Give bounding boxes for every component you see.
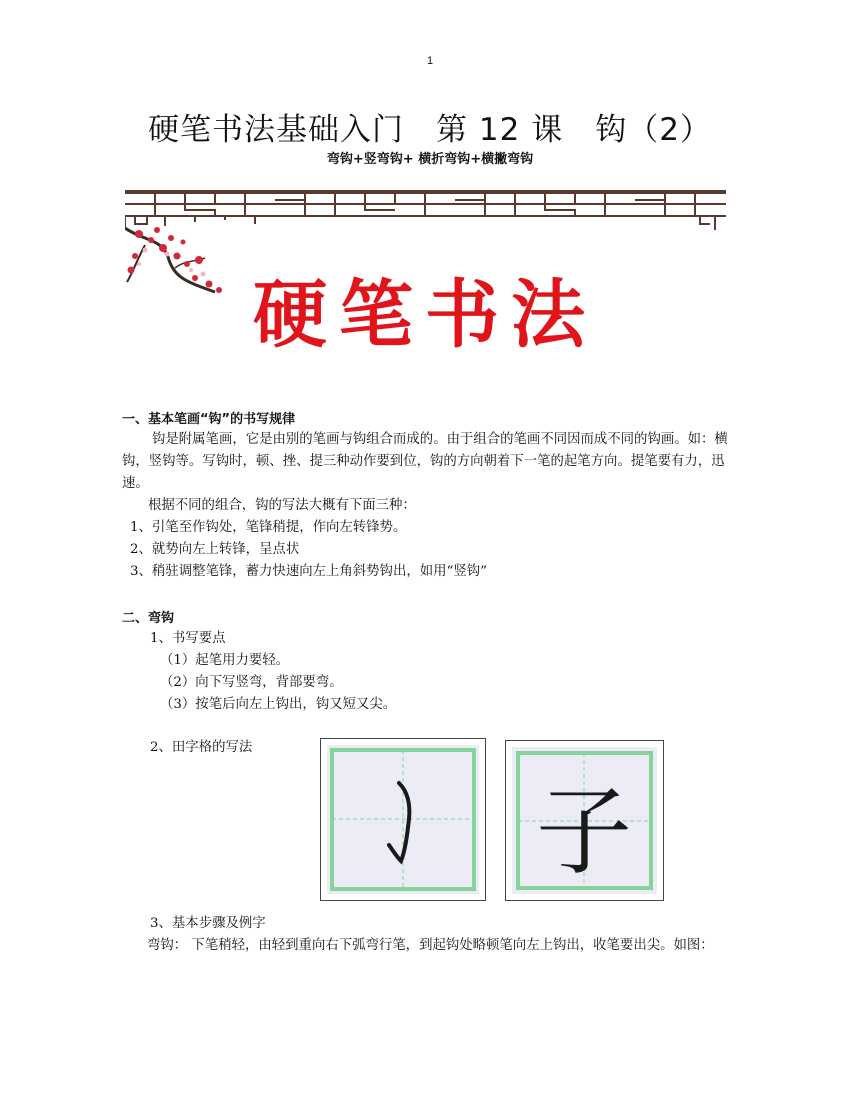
svg-text:硬笔书法: 硬笔书法 — [253, 272, 597, 358]
character-image — [506, 741, 663, 900]
banner-title — [253, 272, 597, 358]
rule-item: 2、就势向左上转锋，呈点状 — [130, 542, 300, 557]
page-title: 硬笔书法基础入门 第 12 课 钩（2） — [148, 112, 712, 148]
point-heading: 1、书写要点 — [150, 631, 226, 646]
section1-intro: 根据不同的组合，钩的写法大概有下面三种： — [148, 498, 416, 513]
rule-item: 1、引笔至作钩处，笔锋稍提，作向左转锋势。 — [130, 520, 407, 535]
grid-character: 子 — [536, 776, 632, 888]
tianzige-grid-stroke — [320, 738, 486, 901]
point-item: （1）起笔用力要轻。 — [160, 653, 290, 668]
banner-illustration — [125, 190, 726, 382]
steps-paragraph: 弯钩： 下笔稍轻，由轻到重向右下弧弯行笔，到起钩处略顿笔向左上钩出，收笔要出尖。如图： — [147, 938, 714, 953]
point-item: （3）按笔后向左上钩出，钩又短又尖。 — [160, 697, 397, 712]
section2-heading: 二、弯钩 — [122, 611, 175, 626]
section1-heading: 一、基本笔画“钩”的书写规律 — [122, 412, 296, 427]
steps-heading: 3、基本步骤及例字 — [150, 916, 266, 931]
point-item: （2）向下写竖弯，背部要弯。 — [160, 675, 343, 690]
tianzige-grid-character — [505, 740, 664, 901]
page-subtitle: 弯钩+竖弯钩+ 横折弯钩+横撇弯钩 — [326, 152, 534, 167]
calligraphy-banner — [125, 190, 726, 382]
section1-paragraph: 钩是附属笔画，它是由别的笔画与钩组合而成的。由于组合的笔画不同因而成不同的钩画。如：横钩，竖钩等。写钩时，顿、挫、提三种动作要到位，钩的方向朝着下一笔的起笔方向。提笔要有力，迅速。 — [122, 432, 728, 491]
rule-item: 3、稍驻调整笔锋，蓄力快速向左上角斜势钩出，如用“竖钩” — [130, 564, 487, 579]
lattice-frame — [125, 194, 726, 230]
grid-heading: 2、田字格的写法 — [150, 740, 253, 755]
bend-hook-stroke-image — [321, 739, 485, 900]
plum-branch — [125, 227, 222, 293]
page-number: 1 — [426, 55, 434, 67]
